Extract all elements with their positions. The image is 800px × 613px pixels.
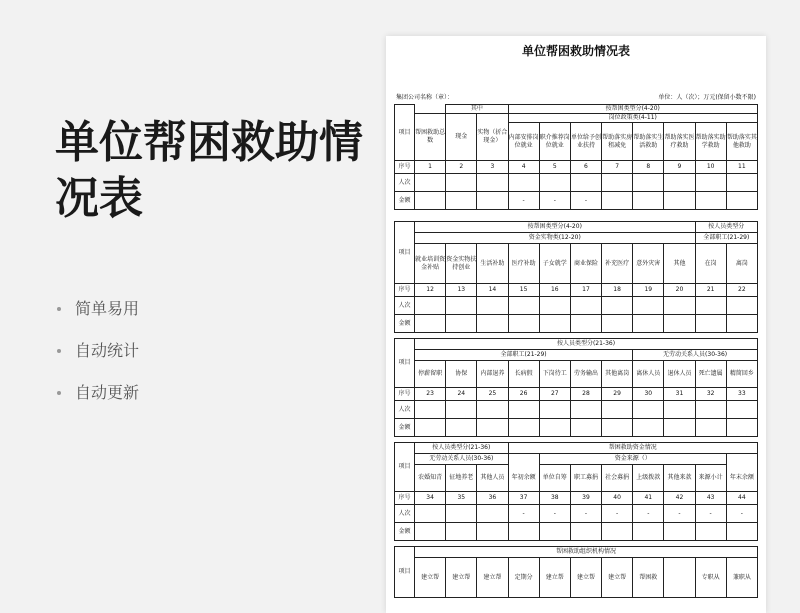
column-header: 年初余额	[508, 465, 539, 492]
group-header: 按人员类型分(21-36)	[415, 443, 509, 454]
column-header: 停薪留职	[415, 361, 446, 388]
company-label: 集团公司名称（章）：	[396, 94, 454, 101]
column-header: 职工募捐	[570, 465, 601, 492]
data-cell	[602, 419, 633, 437]
column-header: 帮助落实其他救助	[726, 123, 757, 161]
data-cell	[633, 297, 664, 315]
row-label: 金额	[395, 192, 415, 210]
column-header: 劳务输出	[570, 361, 601, 388]
group-header: 帮困救助资金情况	[508, 443, 757, 454]
data-cell	[539, 315, 570, 333]
feature-item: 自动统计	[55, 341, 375, 383]
data-cell	[477, 401, 508, 419]
column-header: 商业保险	[570, 244, 601, 284]
data-cell	[508, 297, 539, 315]
data-cell	[602, 401, 633, 419]
data-cell: -	[570, 505, 601, 523]
subgroup-header: 岗位政策类(4-11)	[508, 114, 757, 123]
seq-label: 序号	[395, 388, 415, 401]
table-section-2	[394, 221, 758, 333]
data-cell	[633, 523, 664, 541]
data-cell	[602, 192, 633, 210]
seq-number: 44	[726, 492, 757, 505]
seq-number: 11	[726, 161, 757, 174]
column-header: 建立帮	[602, 558, 633, 598]
person-group-header: 按人员类型分	[695, 222, 757, 233]
column-header: 现金	[446, 114, 477, 161]
data-cell	[446, 192, 477, 210]
project-label: 项目	[395, 105, 415, 161]
column-header: 建立帮	[415, 558, 446, 598]
seq-number: 41	[633, 492, 664, 505]
column-header: 职介推荐岗位就业	[539, 123, 570, 161]
data-cell	[695, 174, 726, 192]
meta-row	[396, 92, 756, 101]
data-cell	[415, 401, 446, 419]
data-cell	[726, 523, 757, 541]
data-cell	[539, 401, 570, 419]
column-header: 帮助落实生活救助	[633, 123, 664, 161]
data-cell	[508, 523, 539, 541]
seq-number: 28	[570, 388, 601, 401]
seq-number: 13	[446, 284, 477, 297]
row-label: 人次	[395, 505, 415, 523]
column-header: 年末余额	[726, 465, 757, 492]
column-header: 医疗补助	[508, 244, 539, 284]
column-header: 退休人员	[664, 361, 695, 388]
row-label: 人次	[395, 297, 415, 315]
data-cell	[508, 174, 539, 192]
data-cell	[633, 419, 664, 437]
seq-number: 14	[477, 284, 508, 297]
table-section-3	[394, 338, 758, 437]
seq-number: 36	[477, 492, 508, 505]
column-header: 其他人员	[477, 465, 508, 492]
type-group-header: 按帮困类型分(4-20)	[415, 222, 696, 233]
seq-number: 23	[415, 388, 446, 401]
data-cell	[664, 174, 695, 192]
data-cell	[695, 192, 726, 210]
project-label: 项目	[395, 339, 415, 388]
data-cell	[415, 297, 446, 315]
column-header	[664, 558, 695, 598]
column-header: 长病假	[508, 361, 539, 388]
data-cell	[633, 401, 664, 419]
column-header: 单位自筹	[539, 465, 570, 492]
data-cell	[415, 523, 446, 541]
subgroup-header: 全部职工(21-29)	[695, 233, 757, 244]
seq-number: 4	[508, 161, 539, 174]
data-cell: -	[633, 505, 664, 523]
seq-number: 21	[695, 284, 726, 297]
seq-number: 9	[664, 161, 695, 174]
column-header: 兼职从	[726, 558, 757, 598]
seq-number: 27	[539, 388, 570, 401]
data-cell	[570, 174, 601, 192]
seq-number: 20	[664, 284, 695, 297]
column-header: 专职从	[695, 558, 726, 598]
seq-number: 15	[508, 284, 539, 297]
seq-number: 18	[602, 284, 633, 297]
column-header: 来源小计	[695, 465, 726, 492]
column-header: 帮助落实助学救助	[695, 123, 726, 161]
data-cell	[695, 297, 726, 315]
data-cell	[695, 315, 726, 333]
group-header: 帮困救助组织机构情况	[415, 547, 758, 558]
qizhong-header: 其中	[446, 105, 508, 114]
seq-number: 1	[415, 161, 446, 174]
data-cell	[695, 523, 726, 541]
data-cell: -	[726, 505, 757, 523]
seq-number: 17	[570, 284, 601, 297]
table-section-4	[394, 442, 758, 541]
seq-number: 40	[602, 492, 633, 505]
data-cell	[633, 174, 664, 192]
data-cell	[446, 523, 477, 541]
data-cell	[446, 401, 477, 419]
seq-number: 34	[415, 492, 446, 505]
project-label: 项目	[395, 547, 415, 598]
row-label: 人次	[395, 401, 415, 419]
table-section-1	[394, 104, 758, 210]
data-cell	[664, 523, 695, 541]
column-header: 建立帮	[446, 558, 477, 598]
data-cell	[664, 192, 695, 210]
column-header: 实物（折合现金）	[477, 114, 508, 161]
data-cell	[446, 297, 477, 315]
data-cell	[602, 523, 633, 541]
group-header: 按人员类型分(21-36)	[415, 339, 758, 350]
column-header: 社会募捐	[602, 465, 633, 492]
data-cell	[415, 315, 446, 333]
subgroup-header: 无劳动关系人员(30-36)	[415, 454, 509, 465]
column-header: 在岗	[695, 244, 726, 284]
column-header: 征地养老	[446, 465, 477, 492]
data-cell	[477, 192, 508, 210]
data-cell	[477, 419, 508, 437]
subgroup-header: 全部职工(21-29)	[415, 350, 633, 361]
seq-label: 序号	[395, 161, 415, 174]
column-header: 建立帮	[477, 558, 508, 598]
data-cell	[695, 401, 726, 419]
column-header: 定期分	[508, 558, 539, 598]
data-cell	[664, 297, 695, 315]
data-cell	[602, 297, 633, 315]
column-header: 帮困救	[633, 558, 664, 598]
column-header: 就业培训资金补贴	[415, 244, 446, 284]
column-header: 帮困救助总数	[415, 114, 446, 161]
data-cell	[415, 174, 446, 192]
document-sheet	[386, 36, 766, 613]
data-cell	[570, 315, 601, 333]
seq-number: 37	[508, 492, 539, 505]
column-header: 内部退养	[477, 361, 508, 388]
seq-number: 31	[664, 388, 695, 401]
unit-label: 单位：人（次）；万元(保留小数不限)	[658, 94, 756, 101]
data-cell	[726, 401, 757, 419]
column-header: 离休人员	[633, 361, 664, 388]
data-cell	[446, 419, 477, 437]
data-cell: -	[508, 505, 539, 523]
seq-number: 33	[726, 388, 757, 401]
data-cell	[726, 174, 757, 192]
column-header: 其他	[664, 244, 695, 284]
data-cell	[726, 192, 757, 210]
data-cell	[602, 315, 633, 333]
table-section-5	[394, 546, 758, 598]
column-header: 单位给予创业扶持	[570, 123, 601, 161]
seq-number: 30	[633, 388, 664, 401]
row-label: 金额	[395, 419, 415, 437]
data-cell	[508, 315, 539, 333]
seq-number: 22	[726, 284, 757, 297]
data-cell	[570, 419, 601, 437]
seq-number: 38	[539, 492, 570, 505]
data-cell	[695, 419, 726, 437]
feature-item: 自动更新	[55, 383, 375, 425]
seq-number: 7	[602, 161, 633, 174]
seq-number: 6	[570, 161, 601, 174]
seq-number: 8	[633, 161, 664, 174]
column-header: 农婚知青	[415, 465, 446, 492]
column-header: 死亡遗属	[695, 361, 726, 388]
data-cell: -	[664, 505, 695, 523]
feature-item: 简单易用	[55, 299, 375, 341]
data-cell: -	[570, 192, 601, 210]
data-cell	[446, 315, 477, 333]
column-header: 意外灾害	[633, 244, 664, 284]
column-header: 资金实物扶持创业	[446, 244, 477, 284]
subgroup-header: 资金来源（）	[539, 454, 726, 465]
seq-number: 43	[695, 492, 726, 505]
data-cell	[602, 174, 633, 192]
seq-number: 12	[415, 284, 446, 297]
data-cell	[508, 419, 539, 437]
data-cell: -	[695, 505, 726, 523]
column-header: 建立帮	[570, 558, 601, 598]
seq-number: 42	[664, 492, 695, 505]
data-cell	[446, 174, 477, 192]
column-header: 上级拨款	[633, 465, 664, 492]
data-cell	[415, 419, 446, 437]
seq-number: 19	[633, 284, 664, 297]
column-header: 帮助落实房租减免	[602, 123, 633, 161]
data-cell	[633, 315, 664, 333]
column-header: 其他来款	[664, 465, 695, 492]
data-cell	[664, 401, 695, 419]
seq-number: 29	[602, 388, 633, 401]
data-cell: -	[539, 505, 570, 523]
data-cell	[477, 315, 508, 333]
seq-number: 25	[477, 388, 508, 401]
data-cell: -	[508, 192, 539, 210]
seq-number: 26	[508, 388, 539, 401]
seq-number: 10	[695, 161, 726, 174]
data-cell	[570, 523, 601, 541]
promo-panel	[55, 115, 375, 425]
column-header: 其他离岗	[602, 361, 633, 388]
seq-number: 32	[695, 388, 726, 401]
column-header: 子女就学	[539, 244, 570, 284]
seq-number: 16	[539, 284, 570, 297]
data-cell: -	[602, 505, 633, 523]
seq-number: 2	[446, 161, 477, 174]
column-header: 生活补助	[477, 244, 508, 284]
data-cell	[633, 192, 664, 210]
project-label: 项目	[395, 222, 415, 284]
data-cell	[539, 174, 570, 192]
data-cell	[726, 315, 757, 333]
seq-number: 35	[446, 492, 477, 505]
data-cell	[539, 523, 570, 541]
data-cell	[570, 401, 601, 419]
seq-number: 24	[446, 388, 477, 401]
data-cell	[477, 174, 508, 192]
data-cell	[446, 505, 477, 523]
data-cell	[477, 297, 508, 315]
column-header: 下岗待工	[539, 361, 570, 388]
project-label: 项目	[395, 443, 415, 492]
subgroup-header: 无劳动关系人员(30-36)	[633, 350, 758, 361]
column-header: 协保	[446, 361, 477, 388]
feature-list	[55, 299, 375, 425]
data-cell	[415, 192, 446, 210]
data-cell	[508, 401, 539, 419]
data-cell: -	[539, 192, 570, 210]
data-cell	[415, 505, 446, 523]
seq-number: 5	[539, 161, 570, 174]
subgroup-header: 资金实物类(12-20)	[415, 233, 696, 244]
data-cell	[664, 419, 695, 437]
row-label: 金额	[395, 315, 415, 333]
data-cell	[726, 297, 757, 315]
seq-number: 3	[477, 161, 508, 174]
sheet-title: 单位帮困救助情况表	[521, 44, 630, 58]
column-header: 精简回乡	[726, 361, 757, 388]
data-cell	[477, 523, 508, 541]
row-label: 金额	[395, 523, 415, 541]
data-cell	[539, 419, 570, 437]
data-cell	[570, 297, 601, 315]
seq-label: 序号	[395, 492, 415, 505]
column-header: 内部安排岗位就业	[508, 123, 539, 161]
row-label: 人次	[395, 174, 415, 192]
promo-title: 单位帮困救助情 况表	[55, 117, 363, 224]
data-cell	[477, 505, 508, 523]
type-group-header: 按帮困类型分(4-20)	[508, 105, 757, 114]
seq-number: 39	[570, 492, 601, 505]
data-cell	[539, 297, 570, 315]
column-header: 帮助落实医疗救助	[664, 123, 695, 161]
seq-label: 序号	[395, 284, 415, 297]
data-cell	[664, 315, 695, 333]
column-header: 建立帮	[539, 558, 570, 598]
column-header: 离岗	[726, 244, 757, 284]
data-cell	[726, 419, 757, 437]
column-header: 补充医疗	[602, 244, 633, 284]
